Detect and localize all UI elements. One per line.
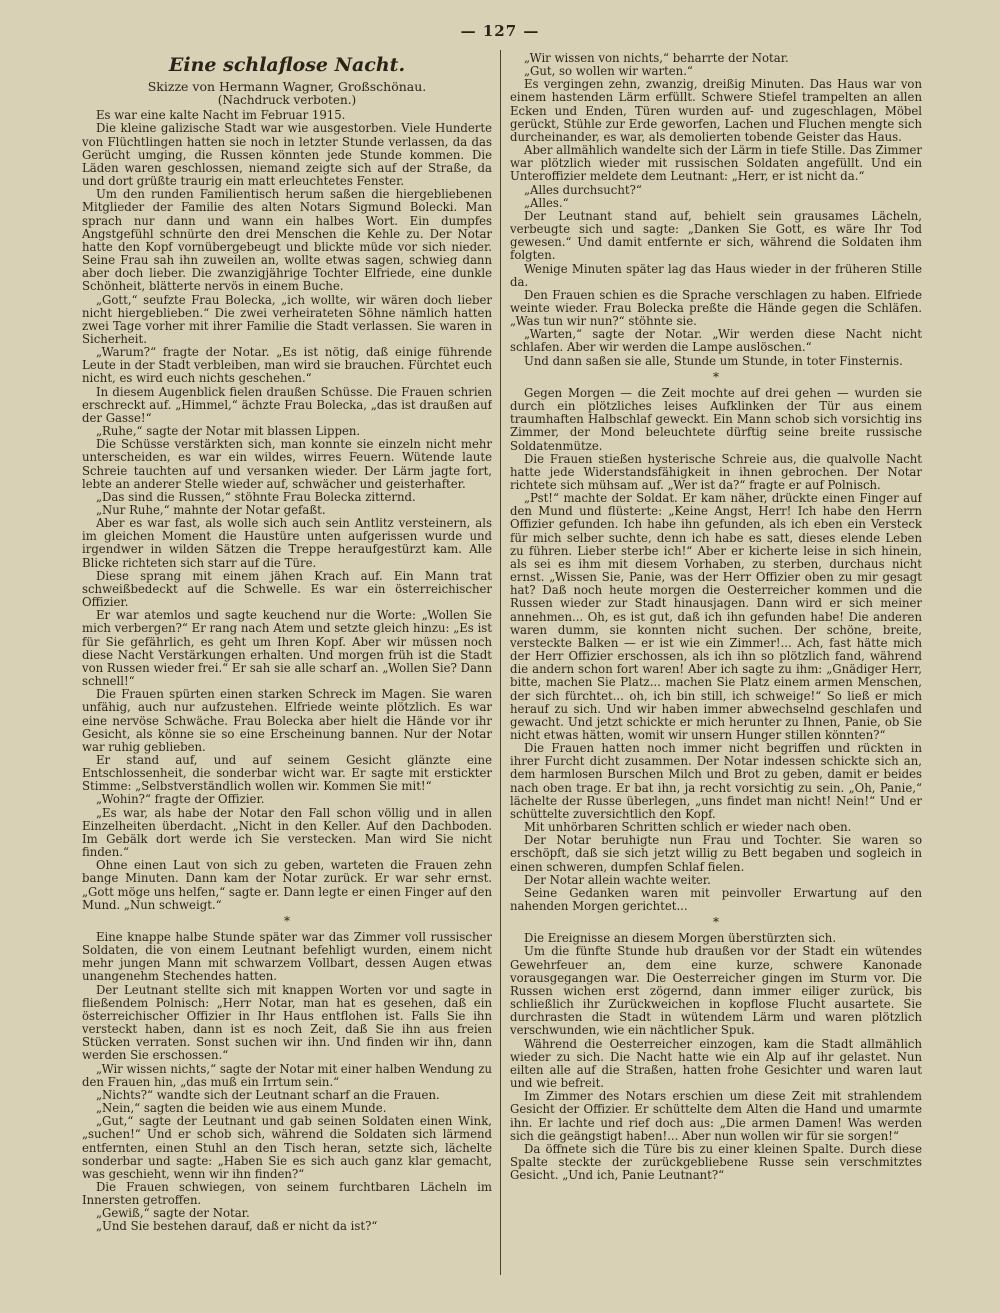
paragraph: Diese sprang mit einem jähen Krach auf. Ein Mann trat schweißbedeckt auf die Schwelle. Es war ein österreichischer Offizier. [82,568,492,610]
paragraph: „Alles.“ [524,195,569,210]
paragraph: Der Leutnant stellte sich mit knappen Worten vor und sagte in fließendem Polnisch: „Herr Notar, man hat es gesehen, daß ein österreichischer Offizier in Ihr Haus entflohen ist. Falls Sie ihn versteckt haben, dann ist es noch Zeit, daß Sie ihn aus freien Stücken verraten. Sonst suchen wir ihn. Und finden wir ihn, dann werden Sie erschossen.“ [82,982,492,1063]
paragraph: Die Frauen stießen hysterische Schreie aus, die qualvolle Nacht hatte jede Widerstandsfähigkeit in ihnen gebrochen. Der Notar richtete sich mühsam auf. „Wer ist da?“ fragte er auf Polnisch. [510,451,922,492]
article-title: Eine schlaflose Nacht. [168,54,406,76]
paragraph: „Gut, so wollen wir warten.“ [524,64,693,79]
paragraph: „Nur Ruhe,“ mahnte der Notar gefaßt. [96,503,326,517]
paragraph: Es vergingen zehn, zwanzig, dreißig Minuten. Das Haus war von einem hastenden Lärm erfüllt. Schwere Stiefel trampelten an allen Ecken und Enden, Türen wurden auf- und zugeschlagen, Möbel gerückt, Stühle zur Erde geworfen, Lachen und Fluchen mengte sich durcheinander, es war, als demolierten tobende Geister das Haus. [510,77,922,144]
paragraph: Den Frauen schien es die Sprache verschlagen zu haben. Elfriede weinte wieder. Frau Bolecka preßte die Hände gegen die Schläfen. „Was tun wir nun?“ stöhnte sie. [510,287,922,329]
paragraph: In diesem Augenblick fielen draußen Schüsse. Die Frauen schrien erschreckt auf. „Himmel,“ ächzte Frau Bolecka, „das ist draußen auf der Gasse!“ [82,384,492,425]
paragraph: „Es war, als habe der Notar den Fall schon völlig und in allen Einzelheiten überdacht. „Nicht in den Keller. Auf den Dachboden. Im Gebälk dort werde ich Sie verstecken. Man wird Sie nicht finden.“ [82,805,492,860]
section-separator: * [284,913,290,928]
paragraph: Die Frauen spürten einen starken Schreck im Magen. Sie waren unfähig, auch nur aufzustehen. Elfriede weinte plötzlich. Es war eine nervöse Schwäche. Frau Bolecka aber hielt die Hände vor ihr Gesicht, als könne sie so eine Erscheinung bannen. Nur der Notar war ruhig geblieben. [82,687,492,754]
paragraph: Es war eine kalte Nacht im Februar 1915. [96,108,346,123]
right-column-body [510,52,922,1182]
paragraph: Die Frauen hatten noch immer nicht begriffen und rückten in ihrer Furcht dicht zusammen. Der Notar indessen schickte sich an, dem harmlosen Burschen Milch und Brot zu geben, damit er beides nach oben trage. Er bat ihn, ja recht vorsichtig zu sein. „Oh, Panie,“ lächelte der Russe überlegen, „uns findet man nicht! Nein!“ Und er schüttelte zuversichtlich den Kopf. [510,741,922,821]
paragraph: Er stand auf, und auf seinem Gesicht glänzte eine Entschlossenheit, die sonderbar wicht war. Er sagte mit erstickter Stimme: „Selbstverständlich wollen wir. Kommen Sie mit!“ [82,752,492,794]
paragraph: Der Notar allein wachte weiter. [524,872,711,887]
paragraph: „Pst!“ machte der Soldat. Er kam näher, drückte einen Finger auf den Mund und flüsterte: „Keine Angst, Herr! Ich habe den Herrn Offizier gefunden. Ich habe ihn gefunden, als ich eben ein Versteck für mich selber suchte, denn ich habe es satt, dieses elende Leben zu führen. Lieber sterbe ich!“ Aber er kicherte leise in sich hinein, als sei es ihm mit diesem Vorhaben, zu sterben, durchaus nicht ernst. „Wissen Sie, Panie, was der Herr Offizier oben zu mir gesagt hat? Daß noch heute morgen die Oesterreicher kommen und die Russen wieder zur Stadt hinausjagen. Dann wird er sich meiner annehmen... Oh, es ist gut, daß ich ihn gefunden habe! Die anderen waren dumm, sie konnten nicht suchen. Der schöne, breite, versteckte Balken — er ist wie ein Zimmer!... Ach, fast hätte mich der Herr Offizier erschossen, als ich ihn so plötzlich fand, während die andern schon fort waren! Aber ich sagte zu ihm: „Gnädiger Herr, bitte, machen Sie Platz... machen Sie Platz einem armen Menschen, der sich fürchtet... oh, ich bin still, ich schweige!“ So ließ er mich herauf zu sich. Und wir haben immer abwechselnd geschlafen und gewacht. Und jetzt schickte er mich herunter zu Ihnen, Panie, ob Sie nicht etwas hätten, womit wir unsern Hunger stillen könnten?“ [510,491,922,742]
paragraph: Seine Gedanken waren mit peinvoller Erwartung auf den nahenden Morgen gerichtet... [510,885,922,913]
paragraph: Gegen Morgen — die Zeit mochte auf drei gehen — wurden sie durch ein plötzliches leises Aufklinken der Tür aus einem traumhaften Halbschlaf geweckt. Ein Mann schob sich vorsichtig ins Zimmer, der Mond beleuchtete dürftig seine breite russische Soldatenmütze. [510,385,922,453]
page-number: — 127 — [460,22,540,40]
paragraph: Wenige Minuten später lag das Haus wieder in der früheren Stille da. [510,261,922,289]
paragraph: „Und Sie bestehen darauf, daß er nicht da ist?“ [96,1219,378,1234]
paragraph: „Wohin?“ fragte der Offizier. [96,792,265,807]
paragraph: Aber allmählich wandelte sich der Lärm in tiefe Stille. Das Zimmer war plötzlich wieder mit russischen Soldaten angefüllt. Und ein Unteroffizier meldete dem Leutnant: „Herr, er ist nicht da.“ [510,143,922,184]
paragraph: Um die fünfte Stunde hub draußen vor der Stadt ein wütendes Gewehrfeuer an, dem eine kurze, schwere Kanonade vorausgegangen war. Die Oesterreicher gingen im Sturm vor. Die Russen wichen erst zögernd, dann immer eiliger zurück, bis schließlich ihr Zurückweichen in kopflose Flucht ausartete. Sie durchrasten die Stadt in wütendem Lärm und waren plötzlich verschwunden, wie ein nächtlicher Spuk. [510,944,922,1038]
paragraph: „Nichts?“ wandte sich der Leutnant scharf an die Frauen. [96,1087,440,1102]
paragraph: Die Schüsse verstärkten sich, man konnte sie einzeln nicht mehr unterscheiden, es war ein wildes, wirres Feuern. Wütende laute Schreie tauchten auf und versanken wieder. Der Lärm jagte fort, lebte an anderer Stelle wieder auf, schwächer und geisterhafter. [82,437,492,491]
paragraph: Mit unhörbaren Schritten schlich er wieder nach oben. [524,820,852,835]
paragraph: „Gut,“ sagte der Leutnant und gab seinen Soldaten einen Wink, „suchen!“ Und er schob sich, während die Soldaten sich lärmend entfernten, einen Stuhl an den Tisch heran, setzte sich, lächelte sonderbar und sagte: „Haben Sie es sich auch ganz klar gemacht, was geschieht, wenn wir ihn finden?“ [82,1114,492,1181]
paragraph: Da öffnete sich die Türe bis zu einer kleinen Spalte. Durch diese Spalte steckte der zurückgebliebene Russe sein verschmitztes Gesicht. „Und ich, Panie Leutnant?“ [510,1141,922,1183]
article-byline: Skizze von Hermann Wagner, Großschönau. [147,79,427,94]
paragraph: „Das sind die Russen,“ stöhnte Frau Bolecka zitternd. [96,489,416,504]
paragraph: „Alles durchsucht?“ [524,182,642,197]
paragraph: „Wir wissen von nichts,“ beharrte der Notar. [524,52,789,65]
section-separator: * [713,369,719,384]
left-column [82,52,492,1282]
section-separator: * [713,915,719,930]
paragraph: „Wir wissen nichts,“ sagte der Notar mit einer halben Wendung zu den Frauen hin, „das muß ein Irrtum sein.“ [82,1061,492,1089]
paragraph: Im Zimmer des Notars erschien um diese Zeit mit strahlendem Gesicht der Offizier. Er schüttelte dem Alten die Hand und umarmte ihn. Er lachte und rief doch aus: „Die armen Damen! Was werden sich die geängstigt haben!... Aber nun wollen wir für sie sorgen!“ [510,1089,922,1143]
reprint-note: (Nachdruck verboten.) [217,93,357,108]
paragraph: „Gewiß,“ sagte der Notar. [96,1206,250,1221]
left-column-body [82,109,492,1233]
paragraph: Er war atemlos und sagte keuchend nur die Worte: „Wollen Sie mich verbergen?“ Er rang nach Atem und setzte gleich hinzu: „Es ist für Sie gefährlich, es geht um Ihren Kopf. Aber wir müssen noch diese Nacht Verstärkungen erhalten. Und morgen früh ist die Stadt von Russen wieder frei.“ Er sah sie alle scharf an. „Wollen Sie? Dann schnell!“ [82,608,492,689]
paragraph: Während die Oesterreicher einzogen, kam die Stadt allmählich wieder zu sich. Die Nacht hatte wie ein Alp auf ihr gelastet. Nun eilten alle auf die Straßen, hatten frohe Gesichter und waren laut und wie befreit. [510,1036,922,1091]
paragraph: Die Frauen schwiegen, von seinem furchtbaren Lächeln im Innersten getroffen. [82,1179,492,1208]
paragraph: Und dann saßen sie alle, Stunde um Stunde, in toter Finsternis. [524,353,903,368]
paragraph: „Gott,“ seufzte Frau Bolecka, „ich wollte, wir wären doch lieber nicht hiergeblieben.“ Die zwei verheirateten Söhne nämlich hatten zwei Tage vorher mit ihrer Familie die Stadt verlassen. Sie waren in Sicherheit. [82,292,492,346]
paragraph: „Nein,“ sagten die beiden wie aus einem Munde. [96,1101,387,1116]
paragraph: Eine knappe halbe Stunde später war das Zimmer voll russischer Soldaten, die von einem Leutnant befehligt wurden, einem nicht mehr jungen Mann mit schwarzem Vollbart, dessen Augen etwas unangenehm Stechendes hatten. [82,930,492,984]
paragraph: Der Notar beruhigte nun Frau und Tochter. Sie waren so erschöpft, daß sie sich jetzt willig zu Bett begaben und sogleich in einen schweren, dumpfen Schlaf fielen. [510,833,922,874]
paragraph: „Ruhe,“ sagte der Notar mit blassen Lippen. [96,424,361,439]
paragraph: Die Ereignisse an diesem Morgen überstürzten sich. [524,931,837,946]
paragraph: Ohne einen Laut von sich zu geben, warteten die Frauen zehn bange Minuten. Dann kam der Notar zurück. Er war sehr ernst. „Gott möge uns helfen,“ sagte er. Dann legte er einen Finger auf den Mund. „Nun schweigt.“ [82,858,492,912]
paragraph: Um den runden Familientisch herum saßen die hiergebliebenen Mitglieder der Familie des alten Notars Sigmund Bolecki. Man sprach nur dann und wann ein halbes Wort. Ein dumpfes Angstgefühl schnürte den drei Menschen die Kehle zu. Der Notar hatte den Kopf vornübergebeugt und blickte müde vor sich nieder. Seine Frau sah ihn zuweilen an, wollte etwas sagen, schwieg dann aber doch lieber. Die zwanzigjährige Tochter Elfriede, eine dunkle Schönheit, blätterte nervös in einem Buche. [82,187,492,294]
column-divider [500,50,501,1275]
paragraph: „Warten,“ sagte der Notar. „Wir werden diese Nacht nicht schlafen. Aber wir werden die Lampe auslöschen.“ [510,327,922,355]
right-column [510,52,922,1282]
paragraph: Die kleine galizische Stadt war wie ausgestorben. Viele Hunderte von Flüchtlingen hatten sie noch in letzter Stunde verlassen, da das Gerücht umging, die Russen könnten jede Stunde kommen. Die Läden waren geschlossen, niemand zeigte sich auf der Straße, da und dort grüßte traurig ein matt erleuchtetes Fenster. [82,121,492,189]
paragraph: Aber es war fast, als wolle sich auch sein Antlitz versteinern, als im gleichen Moment die Haustüre unten aufgerissen wurde und irgendwer in wilden Sätzen die Treppe heraufgestürzt kam. Alle Blicke richteten sich starr auf die Türe. [82,516,492,570]
paragraph: Der Leutnant stand auf, behielt sein grausames Lächeln, verbeugte sich und sagte: „Danken Sie Gott, es wäre Ihr Tod gewesen.“ Und damit entfernte er sich, während die Soldaten ihm folgten. [510,208,922,263]
paragraph: „Warum?“ fragte der Notar. „Es ist nötig, daß einige führende Leute in der Stadt verbleiben, man wird sie brauchen. Fürchtet euch nicht, es wird euch nichts geschehen.“ [82,345,492,386]
